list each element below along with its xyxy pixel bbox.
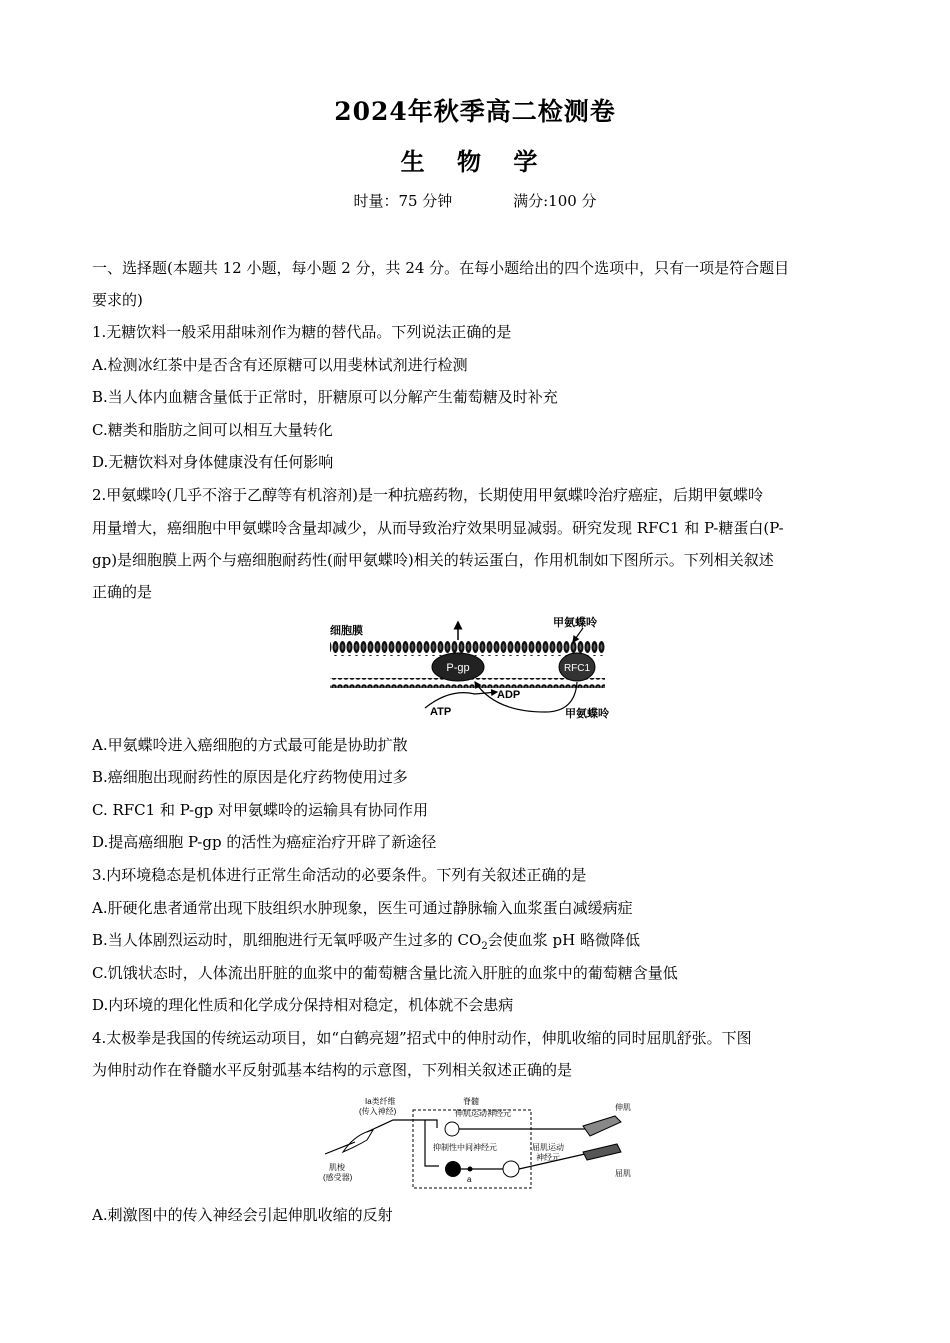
label-afferent: (传入神经) <box>359 1107 397 1116</box>
section-instruction: 一、选择题(本题共 12 小题，每小题 2 分，共 24 分。在每小题给出的四个选项中，只有一项是符合题目 <box>92 259 790 277</box>
label-membrane: 细胞膜 <box>330 625 363 637</box>
q1-stem: 1.无糖饮料一般采用甜味剂作为糖的替代品。下列说法正确的是 <box>92 323 512 341</box>
muscle-spindle-shape <box>343 1130 373 1152</box>
exam-score: 满分:100 分 <box>513 192 597 210</box>
q4-stem-1: 4.太极拳是我国的传统运动项目，如“白鹤亮翅”招式中的伸肘动作，伸肌收缩的同时屈肌舒张。下图 <box>92 1029 752 1047</box>
section-instruction-cont: 要求的) <box>92 291 143 309</box>
q2-stem-4: 正确的是 <box>92 583 153 601</box>
q2-stem-1: 2.甲氨蝶呤(几乎不溶于乙醇等有机溶剂)是一种抗癌药物，长期使用甲氨蝶呤治疗癌症，后期甲氨蝶呤 <box>92 486 764 504</box>
membrane-transport-figure <box>325 612 635 724</box>
q2-option-d: D.提高癌细胞 P-gp 的活性为癌症治疗开辟了新途径 <box>92 833 437 851</box>
q1-option-c: C.糖类和脂肪之间可以相互大量转化 <box>92 421 333 439</box>
label-flexor-neuron-2: 神经元 <box>536 1153 560 1162</box>
label-extensor-neuron: 伸肌运动神经元 <box>455 1109 511 1118</box>
label-pgp: P-gp <box>446 662 470 674</box>
q2-stem-3: gp)是细胞膜上两个与癌细胞耐药性(耐甲氨蝶呤)相关的转运蛋白，作用机制如下图所示。下列相关叙述 <box>92 551 774 569</box>
inhibitory-interneuron-body <box>445 1161 461 1177</box>
label-drug-top: 甲氨蝶呤 <box>553 617 597 629</box>
label-fiber: Ia类纤维 <box>365 1097 396 1106</box>
label-atp: ATP <box>430 706 452 718</box>
exam-title: 2024年秋季高二检测卷 <box>334 97 616 126</box>
exam-time: 时量：75 分钟 <box>353 192 453 210</box>
label-drug-bottom: 甲氨蝶呤 <box>565 708 609 720</box>
label-inter: 抑制性中间神经元 <box>433 1143 497 1152</box>
q3-option-c: C.饥饿状态时，人体流出肝脏的血浆中的葡萄糖含量比流入肝脏的血浆中的葡萄糖含量低 <box>92 964 678 982</box>
q2-stem-2: 用量增大，癌细胞中甲氨蝶呤含量却减少，从而导致治疗效果明显减弱。研究发现 RFC1 和 P-糖蛋白(P- <box>92 519 784 537</box>
extensor-muscle-shape <box>583 1116 621 1136</box>
exam-meta <box>0 190 950 211</box>
label-extensor: 伸肌 <box>615 1103 631 1112</box>
reflex-arc-figure <box>315 1092 645 1197</box>
q3-option-b-sub: 2 <box>481 941 488 952</box>
q3-stem: 3.内环境稳态是机体进行正常生命活动的必要条件。下列有关叙述正确的是 <box>92 866 587 884</box>
q2-option-a: A.甲氨蝶呤进入癌细胞的方式最可能是协助扩散 <box>92 736 408 754</box>
q3-option-a: A.肝硬化患者通常出现下肢组织水肿现象，医生可通过静脉输入血浆蛋白减缓病症 <box>92 899 633 917</box>
q3-option-b-post: 会使血浆 pH 略微降低 <box>487 931 640 949</box>
q1-option-a: A.检测冰红茶中是否含有还原糖可以用斐林试剂进行检测 <box>92 356 468 374</box>
label-rfc1: RFC1 <box>563 663 591 674</box>
label-receptor: (感受器) <box>323 1173 353 1182</box>
label-adp: ADP <box>497 689 521 701</box>
label-flexor: 屈肌 <box>615 1169 631 1178</box>
label-spindle: 肌梭 <box>329 1163 345 1172</box>
q2-option-b: B.癌细胞出现耐药性的原因是化疗药物使用过多 <box>92 768 408 786</box>
q3-option-b <box>92 930 872 957</box>
flexor-muscle-shape <box>583 1144 621 1160</box>
afferent-fiber-line <box>367 1120 437 1132</box>
q2-option-c: C. RFC1 和 P-gp 对甲氨蝶呤的运输具有协同作用 <box>92 801 429 819</box>
q3-option-d: D.内环境的理化性质和化学成分保持相对稳定，机体就不会患病 <box>92 996 514 1014</box>
flexor-neuron-body <box>503 1161 519 1177</box>
q1-option-b: B.当人体内血糖含量低于正常时，肝糖原可以分解产生葡萄糖及时补充 <box>92 388 558 406</box>
label-flexor-neuron-1: 屈肌运动 <box>532 1143 564 1152</box>
influx-arrow <box>573 628 583 642</box>
label-spinal: 脊髓 <box>463 1097 479 1106</box>
subject-title: 生 物 学 <box>400 147 550 176</box>
extensor-neuron-body <box>445 1122 459 1136</box>
q4-option-a: A.刺激图中的传入神经会引起伸肌收缩的反射 <box>92 1206 393 1224</box>
q4-stem-2: 为伸肘动作在脊髓水平反射弧基本结构的示意图，下列相关叙述正确的是 <box>92 1061 573 1079</box>
q3-option-b-pre: B.当人体剧烈运动时，肌细胞进行无氧呼吸产生过多的 CO <box>92 931 482 949</box>
label-point-a: a <box>467 1175 472 1184</box>
point-a-dot <box>468 1167 473 1172</box>
q1-option-d: D.无糖饮料对身体健康没有任何影响 <box>92 453 334 471</box>
